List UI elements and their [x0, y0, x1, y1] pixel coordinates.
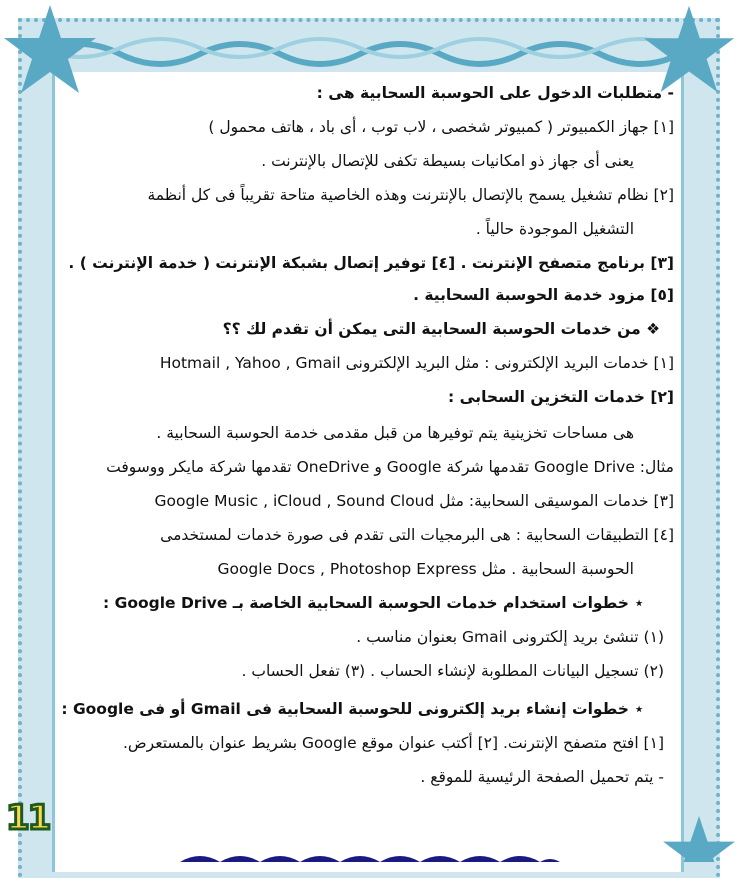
- decorative-wave-border: [40, 26, 700, 72]
- bottom-decoration: [180, 850, 560, 862]
- line-cloud-apps: [٤] التطبيقات السحابية : هى البرمجيات التى تقدم فى صورة خدمات لمستخدمى: [160, 526, 674, 544]
- line-browser-internet: [٣] برنامج متصفح الإنترنت . [٤] توفير إتصال بشبكة الإنترنت ( خدمة الإنترنت ) .: [68, 254, 674, 272]
- line-gmail-steps-heading: ⋆ خطوات إنشاء بريد إلكترونى للحوسبة السحابية فى Gmail أو فى Google :: [61, 700, 644, 718]
- line-provider: [٥] مزود خدمة الحوسبة السحابية .: [413, 286, 674, 304]
- line-os-cont: التشغيل الموجودة حالياً .: [475, 220, 634, 238]
- line-computer: [١] جهاز الكمبيوتر ( كمبيوتر شخصى ، لاب توب ، أى باد ، هاتف محمول ): [208, 118, 674, 136]
- line-cloud-apps-example: الحوسبة السحابية . مثل Google Docs , Photoshop Express: [217, 560, 634, 578]
- line-gmail-step-1-2: [١] افتح متصفح الإنترنت. [٢] أكتب عنوان موقع Google بشريط عنوان بالمستعرض.: [123, 734, 664, 752]
- line-music-services: [٣] خدمات الموسيقى السحابية: مثل Google Music , iCloud , Sound Cloud: [154, 492, 674, 510]
- line-os: [٢] نظام تشغيل يسمح بالإتصال بالإنترنت وهذه الخاصية متاحة تقريباً فى كل أنظمة: [147, 186, 674, 204]
- star-icon-bottom-right: [660, 812, 738, 862]
- page-number: 11: [6, 798, 50, 838]
- line-storage-desc: هى مساحات تخزينية يتم توفيرها من قبل مقدمى خدمة الحوسبة السحابية .: [156, 424, 634, 442]
- line-gmail-step-result: - يتم تحميل الصفحة الرئيسية للموقع .: [420, 768, 664, 786]
- line-computer-desc: يعنى أى جهاز ذو امكانيات بسيطة تكفى للإتصال بالإنترنت .: [261, 152, 634, 170]
- line-storage-example: مثال: Google Drive تقدمها شركة Google و OneDrive تقدمها شركة مايكر ووسوفت: [106, 458, 674, 476]
- line-step-2-3: (٢) تسجيل البيانات المطلوبة لإنشاء الحساب . (٣) تفعل الحساب .: [241, 662, 664, 680]
- line-email-services: [١] خدمات البريد الإلكترونى : مثل البريد الإلكترونى Hotmail , Yahoo , Gmail: [159, 354, 674, 372]
- line-google-drive-steps-heading: ⋆ خطوات استخدام خدمات الحوسبة السحابية الخاصة بـ Google Drive :: [103, 594, 644, 612]
- line-storage-heading: [٢] خدمات التخزين السحابى :: [448, 388, 674, 406]
- line-requirements-heading: - متطلبات الدخول على الحوسبة السحابية هى :: [316, 84, 674, 102]
- star-icon-top-left: [0, 0, 100, 100]
- line-services-heading: ❖ من خدمات الحوسبة السحابية التى يمكن أن تقدم لك ؟؟: [222, 320, 660, 338]
- line-step-1: (١) تنشئ بريد إلكترونى Gmail بعنوان مناسب .: [356, 628, 664, 646]
